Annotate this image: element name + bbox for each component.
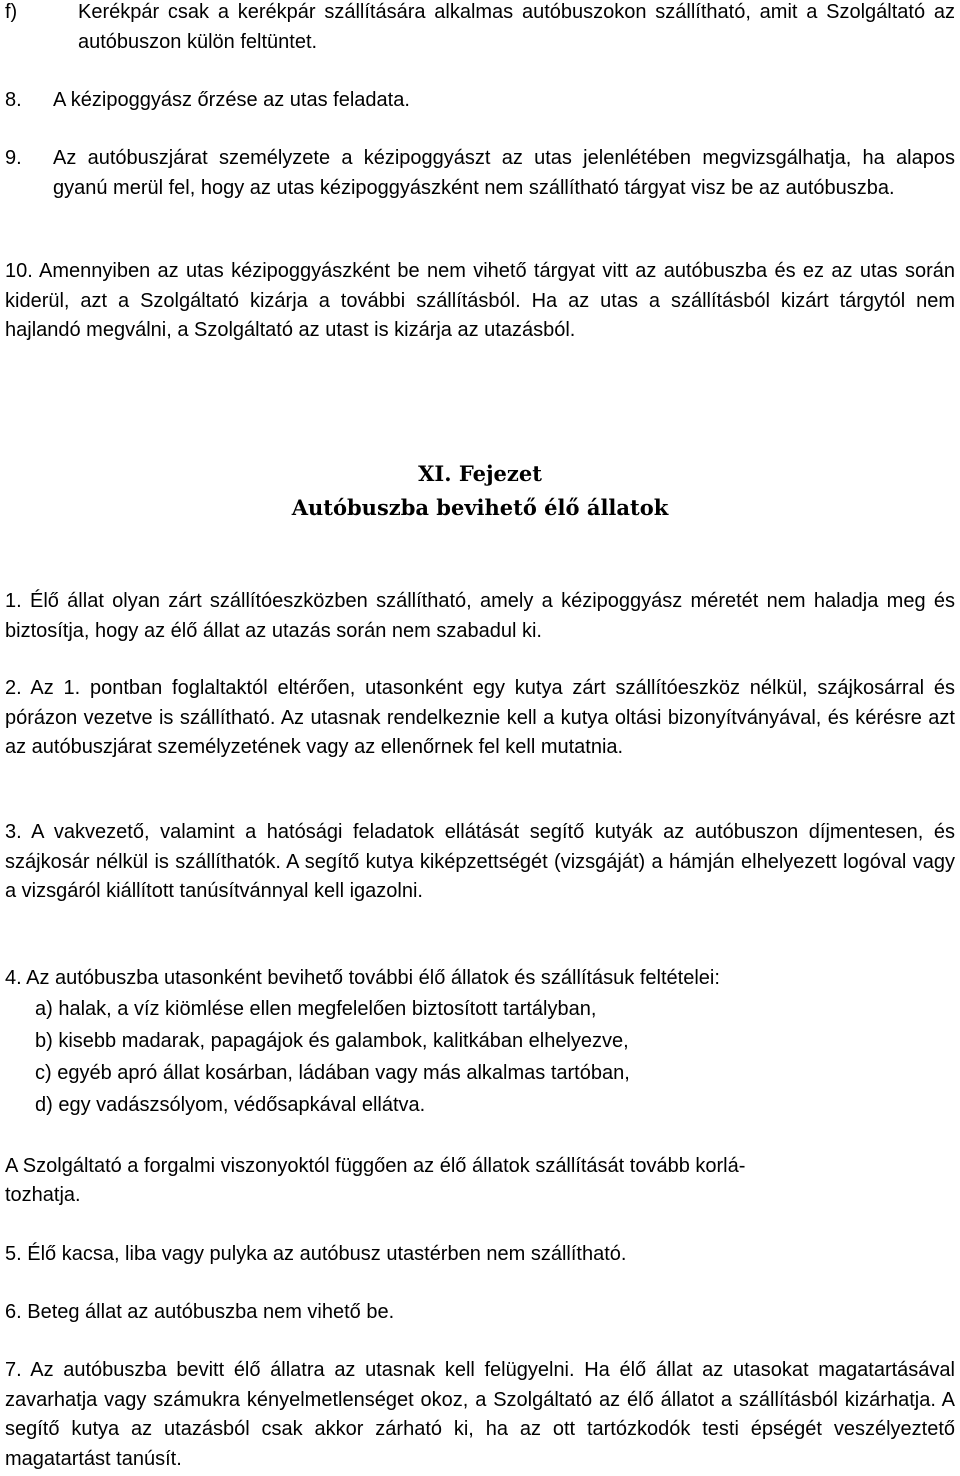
- item-9-label: 9.: [5, 147, 22, 169]
- section-7-paragraph: 7. Az autóbuszba bevitt élő állatra az utasnak kell felügyelni. Ha élő állat az utasokat magatartásával zavarhatja vagy számukra kényelmetlenséget okoz, a Szolgáltató az élő állatot a szállításból kizárhatja. A segítő kutya az utazásból csak akkor zárható ki, ha az ott tartózkodók testi épségét veszélyeztető magatartást tanúsít.: [5, 1359, 955, 1470]
- section-5-paragraph: 5. Élő kacsa, liba vagy pulyka az autóbusz utastérben nem szállítható.: [5, 1243, 627, 1265]
- section-4-item-c: c) egyéb apró állat kosárban, ládában vagy más alkalmas tartóban,: [35, 1062, 630, 1084]
- item-f-label: f): [5, 1, 18, 23]
- section-4-closing-line-2: tozhatja.: [5, 1184, 81, 1206]
- item-9-text: Az autóbuszjárat személyzete a kézipoggyászt az utas jelenlétében megvizsgálhatja, ha alapos gyanú merül fel, hogy az utas kézipoggyászként nem szállítható tárgyat visz be az autóbuszba.: [53, 147, 955, 199]
- item-8: [5, 86, 955, 116]
- section-4-closing-line-1: A Szolgáltató a forgalmi viszonyoktól függően az élő állatok szállítását tovább korlá-: [5, 1155, 746, 1177]
- section-4-item-b: b) kisebb madarak, papagájok és galambok, kalitkában elhelyezve,: [35, 1030, 629, 1052]
- item-8-text: A kézipoggyász őrzése az utas feladata.: [53, 89, 410, 111]
- section-4-item-d: d) egy vadászsólyom, védősapkával ellátva.: [35, 1094, 426, 1116]
- section-2-paragraph: 2. Az 1. pontban foglaltaktól eltérően, utasonként egy kutya zárt szállítóeszköz nélkül, szájkosárral és pórázon vezetve is szállítható. Az utasnak rendelkeznie kell a kutya oltási bizonyítványával, és kérésre azt az autóbuszjárat személyzetének vagy az ellenőrnek fel kell mutatnia.: [5, 677, 955, 758]
- section-1-paragraph: 1. Élő állat olyan zárt szállítóeszközben szállítható, amely a kézipoggyász méretét nem haladja meg és biztosítja, hogy az élő állat az utazás során nem szabadul ki.: [5, 590, 955, 642]
- section-4-item-a: a) halak, a víz kiömlése ellen megfelelően biztosított tartályban,: [35, 998, 597, 1020]
- item-8-label: 8.: [5, 89, 22, 111]
- section-3-paragraph: 3. A vakvezető, valamint a hatósági feladatok ellátását segítő kutyák az autóbuszon díjmentesen, és szájkosár nélkül is szállíthatók. A segítő kutya kiképzettségét (vizsgáját) a hámján elhelyezett logóval vagy a vizsgáról kiállított tanúsítvánnyal kell igazolni.: [5, 821, 955, 902]
- item-f: [5, 0, 955, 57]
- chapter-number: XI. Fejezet: [418, 461, 542, 486]
- item-9: [5, 144, 955, 203]
- item-f-text: Kerékpár csak a kerékpár szállítására alkalmas autóbuszokon szállítható, amit a Szolgáltató az autóbuszon külön feltüntet.: [78, 1, 955, 53]
- section-6-paragraph: 6. Beteg állat az autóbuszba nem vihető be.: [5, 1301, 395, 1323]
- item-10-paragraph: 10. Amennyiben az utas kézipoggyászként be nem vihető tárgyat vitt az autóbuszba és ez az utas során kiderül, azt a Szolgáltató kizárja a további szállításból. Ha az utas a szállításból kizárt tárgytól nem hajlandó megválni, a Szolgáltató az utast is kizárja az utazásból.: [5, 260, 955, 341]
- section-4-intro: 4. Az autóbuszba utasonként bevihető további élő állatok és szállításuk feltételei:: [5, 967, 720, 989]
- chapter-title: Autóbuszba bevihető élő állatok: [291, 495, 669, 520]
